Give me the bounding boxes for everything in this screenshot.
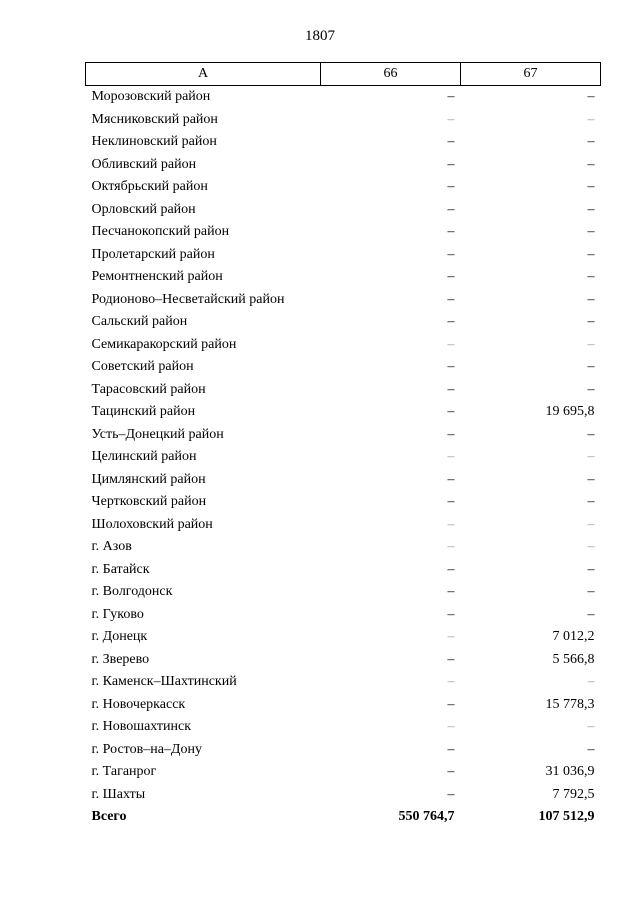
table-row [86, 311, 601, 334]
table-row [86, 514, 601, 537]
row-value-66-cell: – [447, 201, 455, 217]
row-name-cell: г. Гуково [91, 606, 144, 622]
table-row [86, 109, 601, 132]
row-name-cell: г. Каменск–Шахтинский [91, 674, 237, 689]
table-row [86, 154, 601, 177]
row-value-67-cell: – [587, 224, 595, 239]
table-row [86, 626, 601, 649]
row-value-67-cell: – [587, 269, 595, 284]
table-row [86, 761, 601, 784]
row-value-67-cell: 7 792,5 [552, 786, 595, 802]
row-value-66-cell: – [447, 516, 455, 532]
row-name-cell: г. Новочеркасск [91, 696, 186, 712]
row-name-cell: Ремонтненский район [91, 269, 223, 284]
table-row [86, 649, 601, 672]
row-name-cell: Тацинский район [91, 404, 196, 419]
table-row [86, 784, 601, 807]
row-value-66-cell: – [447, 224, 455, 239]
table-row [86, 266, 601, 289]
row-value-67-cell: – [587, 111, 595, 127]
table-row [86, 289, 601, 312]
total-label-cell: Всего [91, 809, 127, 824]
row-name-cell: г. Азов [91, 539, 132, 554]
row-name-cell: Чертковский район [91, 494, 207, 509]
row-name-cell: Сальский район [91, 314, 188, 329]
row-value-67-cell: 19 695,8 [545, 404, 595, 419]
table-row [86, 694, 601, 717]
row-value-67-cell: – [587, 606, 595, 622]
row-value-67-cell: 7 012,2 [552, 629, 595, 644]
row-name-cell: Песчанокопский район [91, 224, 230, 239]
row-value-67-cell: – [587, 359, 595, 374]
row-value-67-cell: – [587, 381, 595, 397]
row-value-66-cell: – [447, 764, 455, 779]
row-name-cell: Цимлянский район [91, 471, 206, 487]
row-value-66-cell: – [447, 741, 455, 757]
row-name-cell: Родионово–Несветайский район [91, 291, 285, 307]
row-value-66-cell: – [447, 696, 455, 712]
row-value-66-cell: – [447, 674, 455, 689]
table-row [86, 221, 601, 244]
row-value-67-cell: – [587, 426, 595, 442]
table-header-row [86, 63, 601, 86]
table-row [86, 199, 601, 222]
row-value-67-cell: – [587, 719, 595, 734]
total-row [86, 806, 601, 829]
page-number: 1807 [305, 28, 335, 44]
column-header-67: 67 [461, 63, 601, 86]
row-value-67-cell: – [587, 201, 595, 217]
row-value-66-cell: – [447, 381, 455, 397]
row-value-66-cell: – [447, 629, 455, 644]
table-row [86, 176, 601, 199]
row-value-67-cell: – [587, 449, 595, 464]
row-value-66-cell: – [447, 269, 455, 284]
table-row [86, 604, 601, 627]
table-row [86, 334, 601, 357]
row-name-cell: Тарасовский район [91, 381, 206, 397]
table-row [86, 716, 601, 739]
row-name-cell: г. Батайск [91, 561, 150, 577]
row-value-67-cell: 15 778,3 [545, 696, 595, 712]
table-row [86, 491, 601, 514]
row-value-67-cell: – [587, 674, 595, 689]
row-value-66-cell: – [447, 584, 455, 599]
row-value-66-cell: – [447, 561, 455, 577]
row-value-67-cell: – [587, 336, 595, 352]
row-name-cell: Шолоховский район [91, 516, 213, 532]
row-value-67-cell: – [587, 134, 595, 149]
table-row [86, 581, 601, 604]
row-value-66-cell: – [447, 786, 455, 802]
table-row [86, 446, 601, 469]
row-name-cell: Пролетарский район [91, 246, 215, 262]
row-name-cell: Советский район [91, 359, 194, 374]
row-value-66-cell: – [447, 449, 455, 464]
table-row [86, 244, 601, 267]
row-value-66-cell: – [447, 291, 455, 307]
row-name-cell: г. Зверево [91, 651, 150, 667]
row-value-67-cell: – [587, 179, 595, 194]
row-value-66-cell: – [447, 89, 455, 104]
row-value-66-cell: – [447, 134, 455, 149]
row-name-cell: г. Таганрог [91, 764, 157, 779]
column-header-66: 66 [321, 63, 461, 86]
row-value-67-cell: – [587, 494, 595, 509]
row-value-67-cell: – [587, 471, 595, 487]
row-value-66-cell: – [447, 404, 455, 419]
row-value-67-cell: – [587, 561, 595, 577]
row-name-cell: Целинский район [91, 449, 197, 464]
row-value-66-cell: – [447, 606, 455, 622]
row-name-cell: г. Ростов–на–Дону [91, 741, 202, 757]
row-name-cell: Морозовский район [91, 89, 211, 104]
row-name-cell: Орловский район [91, 201, 196, 217]
row-value-67-cell: – [587, 291, 595, 307]
table-row [86, 424, 601, 447]
row-value-66-cell: – [447, 156, 455, 172]
row-value-67-cell: 5 566,8 [552, 651, 595, 667]
table-row [86, 401, 601, 424]
table-row [86, 739, 601, 762]
table-row [86, 536, 601, 559]
row-value-66-cell: – [447, 359, 455, 374]
row-value-67-cell: – [587, 539, 595, 554]
row-value-67-cell: – [587, 246, 595, 262]
row-value-66-cell: – [447, 651, 455, 667]
table-row [86, 559, 601, 582]
row-value-66-cell: – [447, 336, 455, 352]
row-name-cell: г. Волгодонск [91, 584, 173, 599]
row-name-cell: Обливский район [91, 156, 197, 172]
total-value-66-cell: 550 764,7 [398, 809, 455, 824]
table-row [86, 356, 601, 379]
row-name-cell: Семикаракорский район [91, 336, 237, 352]
table-body [86, 86, 601, 829]
row-value-66-cell: – [447, 539, 455, 554]
row-name-cell: г. Шахты [91, 786, 146, 802]
row-value-67-cell: – [587, 584, 595, 599]
row-value-67-cell: – [587, 741, 595, 757]
table-row [86, 131, 601, 154]
row-name-cell: Октябрьский район [91, 179, 208, 194]
row-value-66-cell: – [447, 314, 455, 329]
row-name-cell: г. Новошахтинск [91, 719, 192, 734]
row-value-67-cell: – [587, 89, 595, 104]
row-value-66-cell: – [447, 246, 455, 262]
row-value-66-cell: – [447, 111, 455, 127]
row-value-66-cell: – [447, 471, 455, 487]
row-value-67-cell: 31 036,9 [545, 764, 595, 779]
table-row [86, 469, 601, 492]
row-value-66-cell: – [447, 719, 455, 734]
table-row [86, 379, 601, 402]
row-name-cell: Мясниковский район [91, 111, 218, 127]
row-value-66-cell: – [447, 494, 455, 509]
row-name-cell: г. Донецк [91, 629, 148, 644]
column-header-a: А [86, 63, 321, 86]
data-table [85, 62, 601, 829]
table-row [86, 86, 601, 109]
total-value-67-cell: 107 512,9 [538, 809, 595, 824]
row-name-cell: Усть–Донецкий район [91, 426, 224, 442]
row-value-66-cell: – [447, 179, 455, 194]
row-value-66-cell: – [447, 426, 455, 442]
row-name-cell: Неклиновский район [91, 134, 217, 149]
row-value-67-cell: – [587, 314, 595, 329]
row-value-67-cell: – [587, 516, 595, 532]
table-row [86, 671, 601, 694]
row-value-67-cell: – [587, 156, 595, 172]
